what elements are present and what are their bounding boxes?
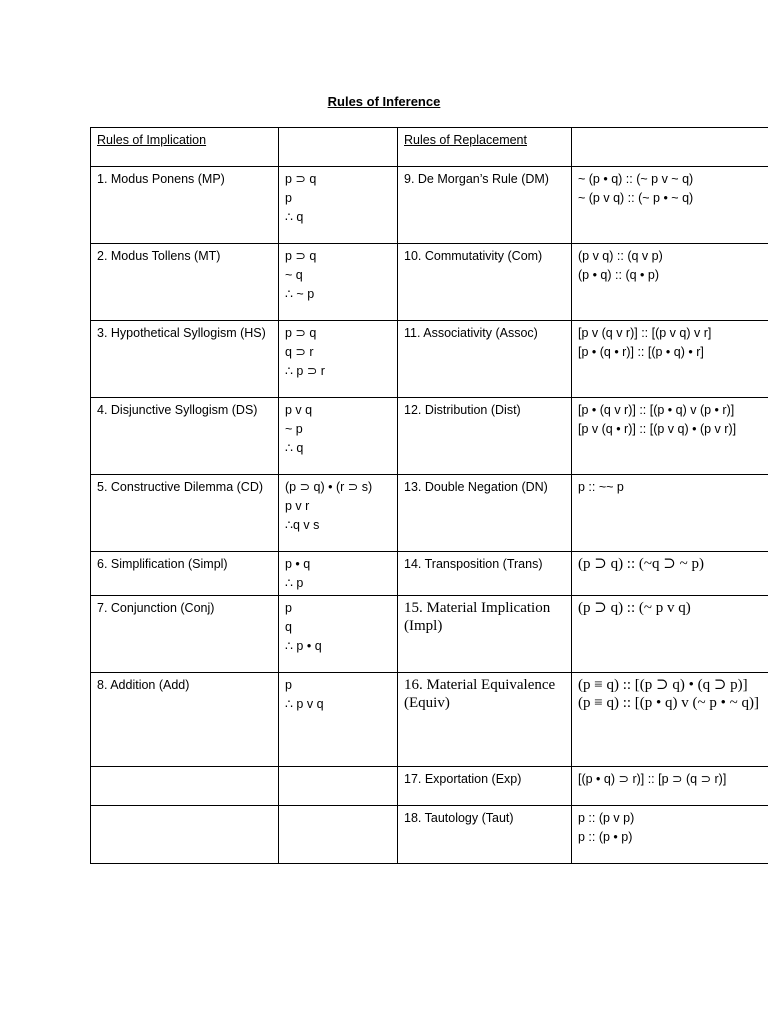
header-rules-of-implication: Rules of Implication — [91, 128, 279, 167]
implication-rule-name — [91, 767, 279, 806]
implication-rule-form: p • q ∴ p — [279, 552, 398, 596]
replacement-rule-name: 17. Exportation (Exp) — [398, 767, 572, 806]
implication-rule-name: 1. Modus Ponens (MP) — [91, 167, 279, 244]
replacement-rule-form: (p ≡ q) :: [(p ⊃ q) • (q ⊃ p)] (p ≡ q) :: [(p • q) v (~ p • ~ q)] — [572, 673, 768, 767]
header-rules-of-replacement: Rules of Replacement — [398, 128, 572, 167]
implication-rule-form: p q ∴ p • q — [279, 596, 398, 673]
implication-rule-name: 4. Disjunctive Syllogism (DS) — [91, 398, 279, 475]
replacement-rule-form: p :: ~~ p — [572, 475, 768, 552]
implication-rule-form: p ⊃ q q ⊃ r ∴ p ⊃ r — [279, 321, 398, 398]
table-header-row — [91, 128, 768, 167]
implication-rule-name: 2. Modus Tollens (MT) — [91, 244, 279, 321]
replacement-rule-form: (p v q) :: (q v p) (p • q) :: (q • p) — [572, 244, 768, 321]
replacement-rule-name: 16. Material Equivalence (Equiv) — [398, 673, 572, 767]
implication-rule-name — [91, 806, 279, 864]
table-row — [91, 673, 768, 767]
table-row — [91, 806, 768, 864]
replacement-rule-form: ~ (p • q) :: (~ p v ~ q) ~ (p v q) :: (~ p • ~ q) — [572, 167, 768, 244]
replacement-rule-name: 10. Commutativity (Com) — [398, 244, 572, 321]
replacement-rule-name: 13. Double Negation (DN) — [398, 475, 572, 552]
table-row — [91, 167, 768, 244]
implication-rule-name: 6. Simplification (Simpl) — [91, 552, 279, 596]
replacement-rule-form: [(p • q) ⊃ r)] :: [p ⊃ (q ⊃ r)] — [572, 767, 768, 806]
replacement-rule-name: 14. Transposition (Trans) — [398, 552, 572, 596]
implication-rule-form: p ⊃ q ~ q ∴ ~ p — [279, 244, 398, 321]
header-blank-2 — [572, 128, 768, 167]
implication-rule-form: p v q ~ p ∴ q — [279, 398, 398, 475]
replacement-rule-name: 15. Material Implication (Impl) — [398, 596, 572, 673]
replacement-rule-name: 9. De Morgan’s Rule (DM) — [398, 167, 572, 244]
replacement-rule-form: (p ⊃ q) :: (~q ⊃ ~ p) — [572, 552, 768, 596]
implication-rule-form: p ⊃ q p ∴ q — [279, 167, 398, 244]
replacement-rule-name: 18. Tautology (Taut) — [398, 806, 572, 864]
replacement-rule-form: p :: (p v p) p :: (p • p) — [572, 806, 768, 864]
replacement-rule-form: (p ⊃ q) :: (~ p v q) — [572, 596, 768, 673]
implication-rule-name: 8. Addition (Add) — [91, 673, 279, 767]
replacement-rule-form: [p • (q v r)] :: [(p • q) v (p • r)] [p v (q • r)] :: [(p v q) • (p v r)] — [572, 398, 768, 475]
table-row — [91, 321, 768, 398]
table-row — [91, 767, 768, 806]
implication-rule-name: 3. Hypothetical Syllogism (HS) — [91, 321, 279, 398]
replacement-rule-form: [p v (q v r)] :: [(p v q) v r] [p • (q • r)] :: [(p • q) • r] — [572, 321, 768, 398]
table-row — [91, 596, 768, 673]
implication-rule-name: 7. Conjunction (Conj) — [91, 596, 279, 673]
header-blank-1 — [279, 128, 398, 167]
table-row — [91, 398, 768, 475]
replacement-rule-name: 11. Associativity (Assoc) — [398, 321, 572, 398]
implication-rule-form: p ∴ p v q — [279, 673, 398, 767]
implication-rule-form — [279, 806, 398, 864]
table-row — [91, 244, 768, 321]
implication-rule-form: (p ⊃ q) • (r ⊃ s) p v r ∴q v s — [279, 475, 398, 552]
replacement-rule-name: 12. Distribution (Dist) — [398, 398, 572, 475]
table-row — [91, 552, 768, 596]
page-title: Rules of Inference — [327, 94, 441, 109]
table-row — [91, 475, 768, 552]
implication-rule-form — [279, 767, 398, 806]
implication-rule-name: 5. Constructive Dilemma (CD) — [91, 475, 279, 552]
rules-table — [90, 127, 768, 864]
